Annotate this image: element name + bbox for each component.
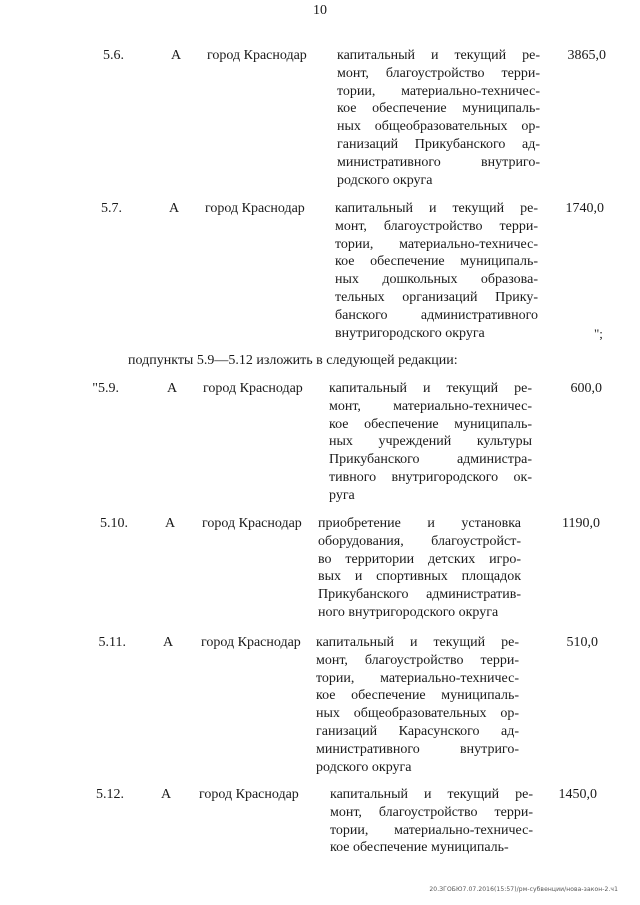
description-line: монт, благоустройство терри- bbox=[335, 218, 538, 234]
row-amount: 1740,0 bbox=[565, 201, 604, 216]
row-amount: 3865,0 bbox=[567, 48, 606, 63]
row-category: А bbox=[165, 516, 176, 531]
description-line: кое обеспечение муниципаль- bbox=[335, 254, 538, 270]
description-line: во территории детских игро- bbox=[318, 551, 521, 567]
row-number: "5.9. bbox=[92, 381, 119, 396]
description-line: ного внутригородского округа bbox=[318, 604, 499, 620]
row-amount: 510,0 bbox=[566, 635, 598, 650]
row-number: 5.11. bbox=[98, 635, 126, 650]
row-description bbox=[330, 786, 533, 857]
description-line: родского округа bbox=[337, 172, 433, 188]
row-number: 5.6. bbox=[103, 48, 124, 63]
row-description bbox=[318, 515, 521, 622]
row-category: А bbox=[163, 635, 174, 650]
description-line: министративного внутриго- bbox=[337, 154, 540, 170]
row-city: город Краснодар bbox=[199, 787, 299, 802]
description-line: ных дошкольных образова- bbox=[335, 272, 538, 288]
description-line: капитальный и текущий ре- bbox=[330, 787, 533, 802]
description-line: ганизаций Карасунского ад- bbox=[316, 723, 519, 739]
description-line: вых и спортивных площадок bbox=[318, 569, 521, 585]
description-line: тории, материально-техничес- bbox=[316, 670, 519, 686]
row-category: А bbox=[171, 48, 182, 63]
description-line: кое обеспечение муниципаль- bbox=[330, 840, 509, 856]
description-line: приобретение и установка bbox=[318, 516, 521, 531]
description-line: министративного внутриго- bbox=[316, 741, 519, 757]
row-number: 5.7. bbox=[101, 201, 122, 216]
description-line: монт, благоустройство терри- bbox=[316, 652, 519, 668]
row-description bbox=[316, 634, 519, 776]
description-line: внутригородского округа bbox=[335, 325, 485, 341]
description-line: монт, материально-техничес- bbox=[329, 398, 532, 414]
row-category: А bbox=[161, 787, 172, 802]
description-line: кое обеспечение муниципаль- bbox=[337, 101, 540, 117]
row-amount: 1450,0 bbox=[558, 787, 597, 802]
description-line: родского округа bbox=[316, 759, 412, 775]
instruction-text: подпункты 5.9—5.12 изложить в следующей редакции: bbox=[128, 353, 458, 368]
row-number: 5.12. bbox=[96, 787, 124, 802]
row-amount: 1190,0 bbox=[562, 516, 600, 531]
description-line: тории, материально-техничес- bbox=[330, 822, 533, 838]
row-category: А bbox=[169, 201, 180, 216]
row-city: город Краснодар bbox=[203, 381, 303, 396]
description-line: кое обеспечение муниципаль- bbox=[316, 688, 519, 704]
row-description bbox=[337, 47, 540, 189]
description-line: капитальный и текущий ре- bbox=[329, 381, 532, 396]
description-line: ных общеобразовательных ор- bbox=[337, 119, 540, 135]
description-line: тельных организаций Прику- bbox=[335, 289, 538, 305]
description-line: ганизаций Прикубанского ад- bbox=[337, 136, 540, 152]
row-description bbox=[335, 200, 538, 342]
description-line: ных общеобразовательных ор- bbox=[316, 706, 519, 722]
row-number: 5.10. bbox=[100, 516, 128, 531]
closing-quote: "; bbox=[594, 326, 603, 341]
description-line: руга bbox=[329, 487, 355, 503]
row-category: А bbox=[167, 381, 178, 396]
row-city: город Краснодар bbox=[202, 516, 302, 531]
description-line: капитальный и текущий ре- bbox=[335, 201, 538, 216]
row-city: город Краснодар bbox=[207, 48, 307, 63]
description-line: ных учреждений культуры bbox=[329, 434, 532, 450]
document-footer: 20.ЗГОБЮ7.07.2016(15:57)/рм-субвенции/нова-закон-2.ч1 bbox=[429, 886, 618, 893]
row-city: город Краснодар bbox=[201, 635, 301, 650]
description-line: тории, материально-техничес- bbox=[337, 83, 540, 99]
row-description bbox=[329, 380, 532, 505]
description-line: монт, благоустройство терри- bbox=[337, 65, 540, 81]
description-line: кое обеспечение муниципаль- bbox=[329, 416, 532, 432]
description-line: банского административного bbox=[335, 307, 538, 323]
description-line: Прикубанского администра- bbox=[329, 452, 532, 468]
description-line: капитальный и текущий ре- bbox=[337, 48, 540, 63]
description-line: оборудования, благоустройст- bbox=[318, 533, 521, 549]
description-line: тивного внутригородского ок- bbox=[329, 469, 532, 485]
description-line: тории, материально-техничес- bbox=[335, 236, 538, 252]
page-number: 10 bbox=[313, 3, 327, 18]
row-amount: 600,0 bbox=[570, 381, 602, 396]
description-line: монт, благоустройство терри- bbox=[330, 804, 533, 820]
description-line: капитальный и текущий ре- bbox=[316, 635, 519, 650]
description-line: Прикубанского административ- bbox=[318, 587, 521, 603]
row-city: город Краснодар bbox=[205, 201, 305, 216]
